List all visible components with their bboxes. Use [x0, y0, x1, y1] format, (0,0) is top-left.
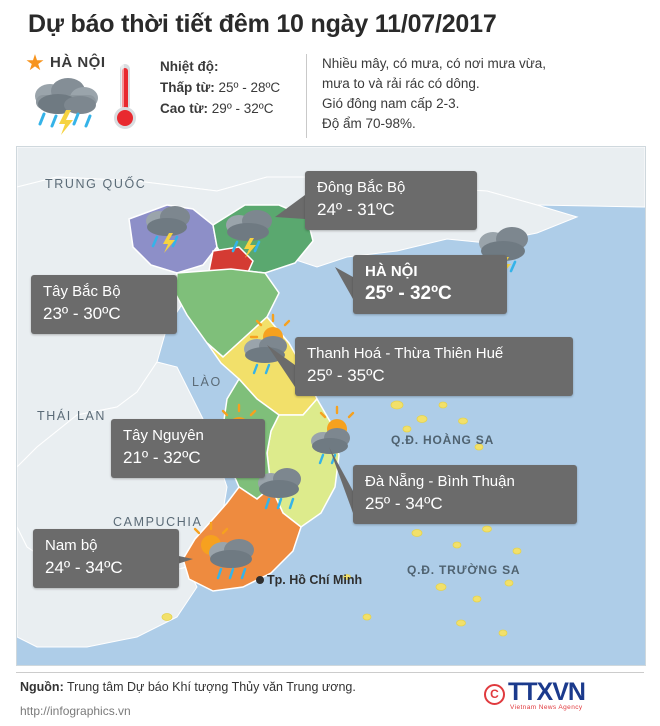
callout-tay-nguyen[interactable] [111, 419, 265, 478]
temperature-low-label: Thấp từ: [160, 80, 215, 95]
temperature-high-row [160, 98, 280, 119]
storm-cloud-icon [28, 78, 104, 136]
callout-dong-bac-bo-region: Đông Bắc Bộ [317, 179, 406, 196]
callout-nam-bo-region: Nam bộ [45, 537, 98, 554]
callout-dong-bac-bo-temp: 24º - 31ºC [317, 200, 395, 219]
callout-thanh-hoa-region: Thanh Hoá - Thừa Thiên Huế [307, 345, 504, 362]
map-label-campuchia: CAMPUCHIA [113, 515, 203, 529]
logo-name: TTXVN [508, 678, 585, 706]
header-city-label: HÀ NỘI [50, 54, 106, 71]
temperature-high-label: Cao từ: [160, 101, 209, 116]
description-line-3: Gió đông nam cấp 2-3. [322, 96, 460, 111]
source-label: Nguồn: [20, 680, 64, 694]
description-line-1: Nhiều mây, có mưa, có nơi mưa vừa, [322, 56, 547, 71]
callout-thanh-hoa-temp: 25º - 35ºC [307, 366, 385, 385]
callout-nam-bo[interactable] [33, 529, 179, 588]
callout-tay-bac-bo-region: Tây Bắc Bộ [43, 283, 121, 300]
description-line-2: mưa to và rải rác có dông. [322, 76, 480, 91]
map-label-trung-quoc: TRUNG QUỐC [45, 177, 147, 191]
map-city-ho-chi-minh: Tp. Hồ Chí Minh [267, 573, 363, 587]
thermometer-icon [110, 62, 140, 134]
temperature-low-row [160, 77, 280, 98]
source-text: Trung tâm Dự báo Khí tượng Thủy văn Trung ương. [66, 680, 356, 694]
callout-tay-nguyen-temp: 21º - 32ºC [123, 448, 201, 467]
temperature-block [160, 56, 280, 119]
ttxvn-logo [484, 678, 644, 718]
callout-ha-noi[interactable] [353, 255, 507, 314]
weather-map [16, 146, 646, 666]
callout-da-nang-binh-thuan[interactable] [353, 465, 577, 524]
copyright-icon: C [484, 684, 505, 705]
callout-thanh-hoa-thua-thien-hue[interactable] [295, 337, 573, 396]
source-line [20, 680, 356, 694]
description-line-4: Độ ẩm 70-98%. [322, 116, 416, 131]
weather-description [322, 54, 632, 134]
logo-subtitle: Vietnam News Agency [510, 704, 583, 711]
temperature-low-value: 25º - 28ºC [218, 80, 281, 95]
callout-ha-noi-temp: 25º - 32ºC [365, 283, 452, 304]
callout-da-nang-temp: 25º - 34ºC [365, 494, 443, 513]
temperature-heading: Nhiệt độ: [160, 59, 219, 74]
temperature-high-value: 29º - 32ºC [211, 101, 274, 116]
callout-nam-bo-temp: 24º - 34ºC [45, 558, 123, 577]
callout-da-nang-region: Đà Nẵng - Bình Thuận [365, 473, 515, 490]
header-divider [306, 54, 307, 138]
callout-tay-bac-bo-temp: 23º - 30ºC [43, 304, 121, 323]
callout-dong-bac-bo[interactable] [305, 171, 477, 230]
callout-ha-noi-region: HÀ NỘI [365, 263, 418, 280]
map-label-thai-lan: THÁI LAN [37, 409, 107, 423]
site-url[interactable]: http://infographics.vn [20, 704, 131, 718]
callout-tay-bac-bo[interactable] [31, 275, 177, 334]
map-label-truong-sa: Q.Đ. TRƯỜNG SA [407, 563, 521, 577]
page-title: Dự báo thời tiết đêm 10 ngày 11/07/2017 [28, 10, 497, 38]
map-label-lao: LÀO [192, 375, 222, 389]
footer-divider [16, 672, 644, 673]
star-icon: ★ [25, 50, 45, 75]
map-label-hoang-sa: Q.Đ. HOÀNG SA [391, 433, 495, 447]
callout-tay-nguyen-region: Tây Nguyên [123, 427, 204, 444]
